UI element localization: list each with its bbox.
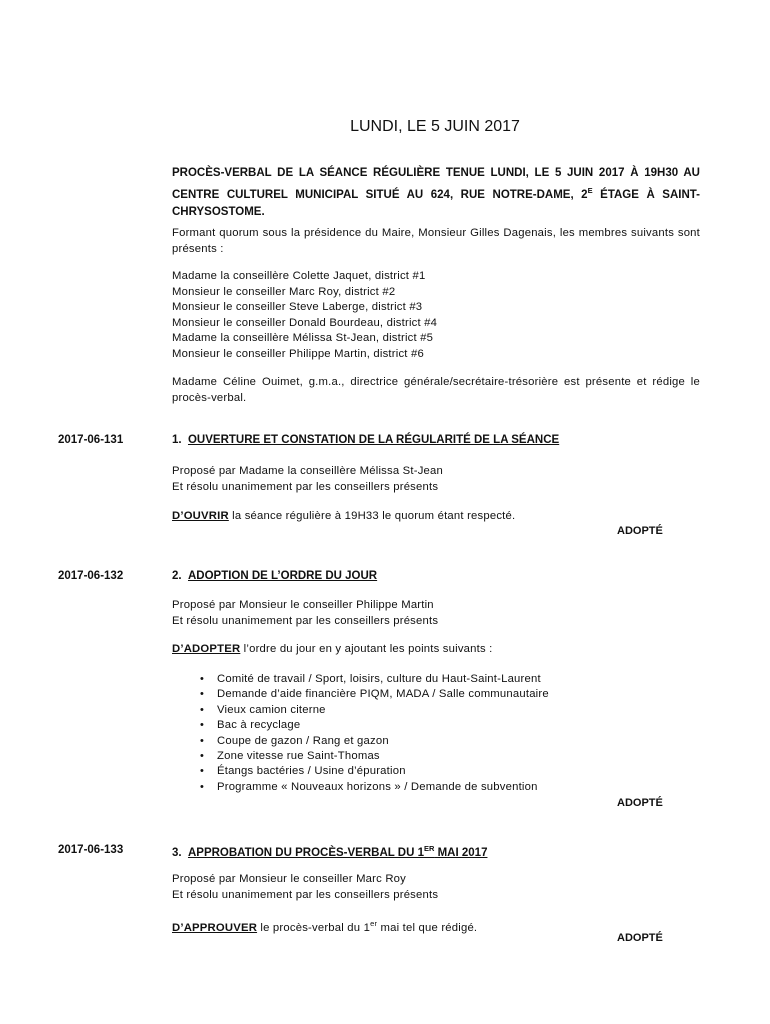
- resolved-by: Et résolu unanimement par les conseillers présents: [172, 614, 439, 627]
- ordinal-superscript: ER: [423, 844, 435, 853]
- list-item: [172, 672, 549, 687]
- list-item: [172, 764, 549, 779]
- proposed-by: Proposé par Madame la conseillère Mélissa St-Jean: [172, 465, 444, 477]
- resolution-number: 2017-06-133: [58, 844, 124, 856]
- bullet-icon: •: [200, 688, 205, 701]
- resolution-proposal: [172, 598, 700, 629]
- proposed-by: Proposé par Monsieur le conseiller Philippe Martin: [172, 599, 434, 611]
- resolution-number: 2017-06-131: [58, 434, 124, 446]
- session-heading-text: PROCÈS-VERBAL DE LA SÉANCE RÉGULIÈRE TENUE LUNDI, LE 5 JUIN 2017 À 19H30 AU CENTRE CULTUREL MUNICIPAL SITUÉ AU 624, RUE NOTRE-DAME, 2: [172, 167, 700, 201]
- member-line: Madame la conseillère Mélissa St-Jean, district #5: [172, 332, 434, 344]
- list-item-text: Étangs bactéries / Usine d’épuration: [217, 765, 406, 778]
- proposed-by: Proposé par Monsieur le conseiller Marc Roy: [172, 873, 407, 885]
- bullet-icon: •: [200, 750, 205, 763]
- list-item-text: Demande d’aide financière PIQM, MADA / Salle communautaire: [217, 688, 549, 701]
- floor-superscript: E: [587, 186, 593, 195]
- status-adopted: ADOPTÉ: [617, 932, 663, 944]
- resolution-title-part: MAI 2017: [434, 846, 488, 859]
- resolution-index: 2.: [172, 570, 182, 582]
- member-line: Madame la conseillère Colette Jaquet, district #1: [172, 270, 426, 282]
- session-heading-text-end: ÉTAGE À SAINT-CHRYSOSTOME.: [172, 188, 700, 218]
- list-item-text: Programme « Nouveaux horizons » / Demande de subvention: [217, 780, 538, 793]
- resolution-title-text: ADOPTION DE L’ORDRE DU JOUR: [187, 570, 378, 582]
- resolution-title: [172, 434, 559, 446]
- list-item: [172, 718, 549, 733]
- bullet-icon: •: [200, 765, 205, 778]
- list-item: [172, 749, 549, 764]
- list-item: [172, 687, 549, 702]
- list-item: [172, 703, 549, 718]
- member-line: Monsieur le conseiller Philippe Martin, district #6: [172, 347, 424, 360]
- decision-text: l’ordre du jour en y ajoutant les points suivants :: [240, 643, 493, 655]
- resolution-title: [172, 570, 377, 582]
- list-item-text: Vieux camion citerne: [217, 703, 326, 716]
- quorum-paragraph: Formant quorum sous la présidence du Maire, Monsieur Gilles Dagenais, les membres suivants sont présents :: [172, 227, 700, 255]
- member-line: Monsieur le conseiller Marc Roy, district #2: [172, 285, 396, 298]
- resolution-decision: [172, 642, 700, 658]
- members-list: [172, 269, 700, 362]
- status-adopted: ADOPTÉ: [617, 525, 663, 537]
- bullet-icon: •: [200, 734, 205, 747]
- resolved-by: Et résolu unanimement par les conseillers présents: [172, 480, 439, 493]
- member-line: Monsieur le conseiller Steve Laberge, district #3: [172, 301, 423, 313]
- bullet-icon: •: [200, 703, 205, 716]
- resolution-title: [172, 844, 487, 859]
- resolution-decision: [172, 509, 700, 525]
- decision-text: la séance régulière à 19H33 le quorum étant respecté.: [228, 510, 516, 522]
- list-item: [172, 734, 549, 749]
- decision-verb: D’APPROUVER: [172, 921, 258, 934]
- list-item-text: Coupe de gazon / Rang et gazon: [217, 734, 389, 747]
- resolution-number: 2017-06-132: [58, 570, 124, 582]
- resolution-title-part: APPROBATION DU PROCÈS-VERBAL DU 1: [187, 846, 424, 859]
- agenda-items-list: [172, 672, 549, 795]
- secretary-paragraph: Madame Céline Ouimet, g.m.a., directrice générale/secrétaire-trésorière est présente et rédige le procès-verbal.: [172, 376, 700, 404]
- decision-text-end: mai tel que rédigé.: [377, 921, 478, 934]
- resolved-by: Et résolu unanimement par les conseillers présents: [172, 888, 439, 901]
- list-item-text: Zone vitesse rue Saint-Thomas: [217, 750, 380, 763]
- decision-verb: D’OUVRIR: [172, 510, 229, 522]
- resolution-proposal: [172, 464, 700, 495]
- session-heading: [172, 165, 700, 221]
- bullet-icon: •: [200, 673, 205, 685]
- list-item-text: Bac à recyclage: [217, 719, 301, 732]
- member-line: Monsieur le conseiller Donald Bourdeau, district #4: [172, 316, 438, 329]
- list-item: [172, 780, 549, 795]
- resolution-proposal: [172, 872, 700, 903]
- page-title: LUNDI, LE 5 JUIN 2017: [350, 118, 520, 135]
- resolution-title-text: OUVERTURE ET CONSTATION DE LA RÉGULARITÉ DE LA SÉANCE: [187, 434, 560, 446]
- decision-text: le procès-verbal du 1: [257, 921, 371, 934]
- resolution-index: 3.: [172, 846, 182, 859]
- resolution-index: 1.: [172, 434, 182, 446]
- bullet-icon: •: [200, 719, 205, 732]
- ordinal-superscript: er: [370, 919, 378, 928]
- resolution-title-text: [187, 844, 488, 859]
- list-item-text: Comité de travail / Sport, loisirs, culture du Haut-Saint-Laurent: [217, 673, 541, 685]
- status-adopted: ADOPTÉ: [617, 797, 663, 809]
- decision-verb: D’ADOPTER: [172, 643, 241, 655]
- bullet-icon: •: [200, 780, 205, 793]
